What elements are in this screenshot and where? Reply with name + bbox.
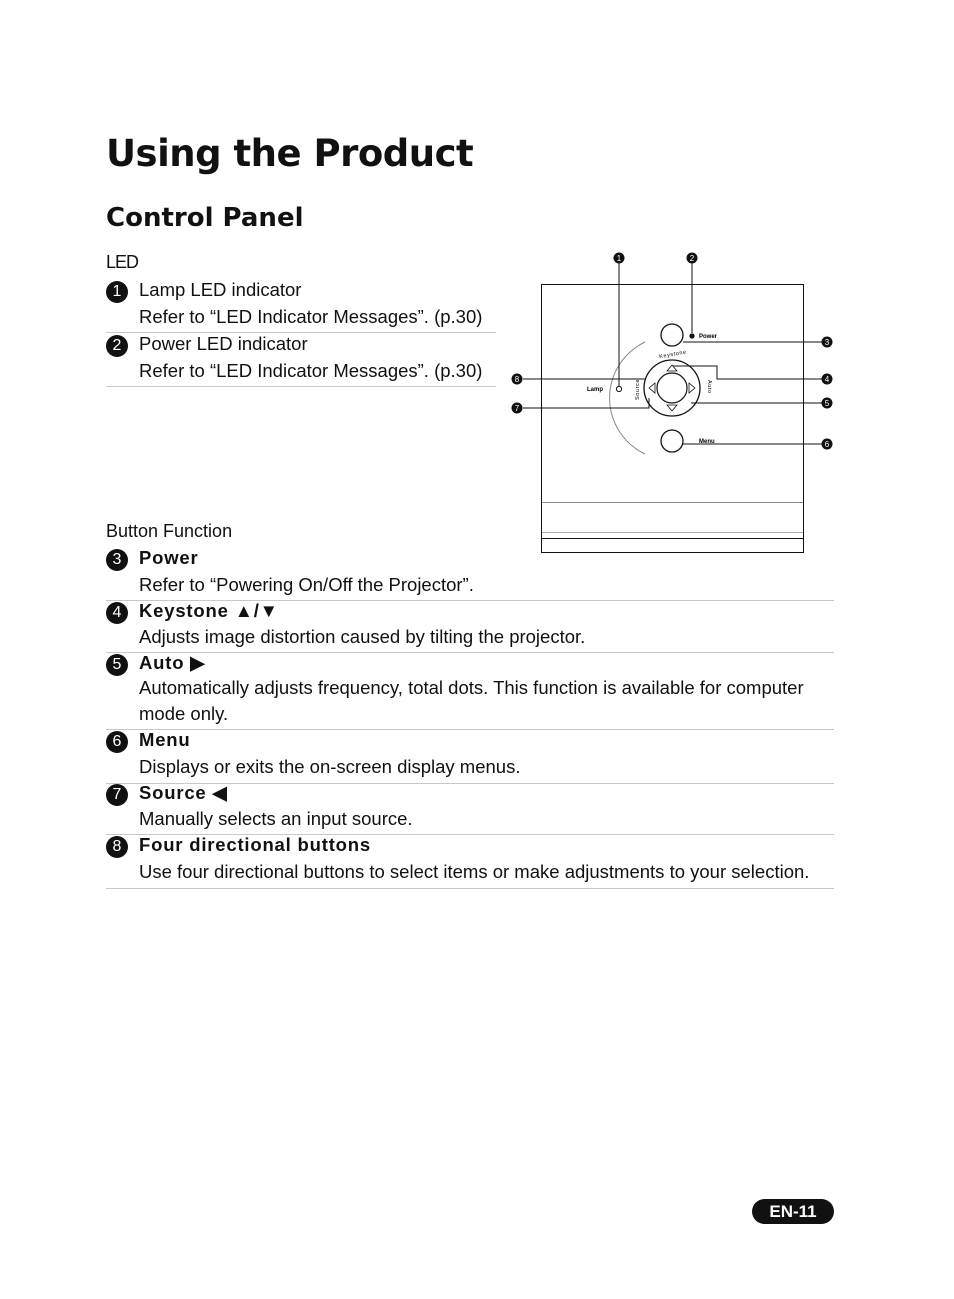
lamp-led-icon bbox=[616, 386, 621, 391]
item-title: Power LED indicator bbox=[139, 333, 308, 354]
button-item bbox=[106, 784, 834, 835]
number-badge: 2 bbox=[106, 335, 128, 357]
number-badge: 7 bbox=[106, 784, 128, 806]
callout-4: 4 bbox=[824, 375, 830, 384]
number-badge: 5 bbox=[106, 654, 128, 676]
callout-8: 8 bbox=[514, 375, 520, 384]
item-title: Auto ▶ bbox=[139, 652, 206, 673]
item-description: Refer to “LED Indicator Messages”. (p.30) bbox=[139, 360, 483, 381]
source-label: Source bbox=[635, 378, 641, 400]
lamp-label: Lamp bbox=[587, 387, 604, 393]
item-description: Refer to “Powering On/Off the Projector”. bbox=[139, 574, 474, 595]
item-title: Source ◀ bbox=[139, 782, 228, 803]
item-description: Use four directional buttons to select items or make adjustments to your selection. bbox=[139, 861, 810, 882]
led-section-label: LED bbox=[106, 252, 139, 272]
number-badge: 8 bbox=[106, 836, 128, 858]
button-item bbox=[106, 654, 834, 730]
callout-2: 2 bbox=[689, 254, 695, 263]
button-item bbox=[106, 602, 834, 653]
section-title: Control Panel bbox=[106, 203, 304, 233]
power-button bbox=[661, 324, 683, 346]
button-item bbox=[106, 836, 834, 889]
number-badge: 3 bbox=[106, 549, 128, 571]
button-section-label: Button Function bbox=[106, 521, 233, 541]
callout-5: 5 bbox=[824, 399, 830, 408]
power-led-icon bbox=[689, 333, 694, 338]
item-title: Power bbox=[139, 547, 199, 568]
center-button bbox=[657, 373, 687, 403]
item-title: Lamp LED indicator bbox=[139, 279, 302, 300]
number-badge: 4 bbox=[106, 602, 128, 624]
item-description: Automatically adjusts frequency, total dots. This function is available for computer mode only. bbox=[139, 677, 804, 724]
item-title: Four directional buttons bbox=[139, 834, 371, 855]
led-item bbox=[106, 335, 496, 387]
power-label: Power bbox=[699, 334, 718, 340]
page-number-badge: EN-11 bbox=[752, 1199, 834, 1224]
callout-7: 7 bbox=[514, 404, 520, 413]
item-description: Refer to “LED Indicator Messages”. (p.30) bbox=[139, 306, 483, 327]
control-panel-diagram bbox=[505, 248, 840, 558]
item-description: Displays or exits the on-screen display menus. bbox=[139, 756, 521, 777]
item-description: Adjusts image distortion caused by tilting the projector. bbox=[139, 626, 586, 647]
button-item bbox=[106, 731, 834, 784]
auto-label: Auto bbox=[706, 380, 712, 394]
number-badge: 6 bbox=[106, 731, 128, 753]
item-title: Menu bbox=[139, 729, 191, 750]
menu-button bbox=[661, 430, 683, 452]
number-badge: 1 bbox=[106, 281, 128, 303]
menu-label: Menu bbox=[699, 439, 715, 445]
keystone-label: Keystone bbox=[658, 349, 688, 361]
callout-3: 3 bbox=[824, 338, 830, 347]
callout-1: 1 bbox=[616, 254, 622, 263]
item-description: Manually selects an input source. bbox=[139, 808, 413, 829]
callout-6: 6 bbox=[824, 440, 830, 449]
item-title: Keystone ▲/▼ bbox=[139, 600, 279, 621]
led-item bbox=[106, 281, 496, 333]
page-title: Using the Product bbox=[106, 132, 474, 175]
